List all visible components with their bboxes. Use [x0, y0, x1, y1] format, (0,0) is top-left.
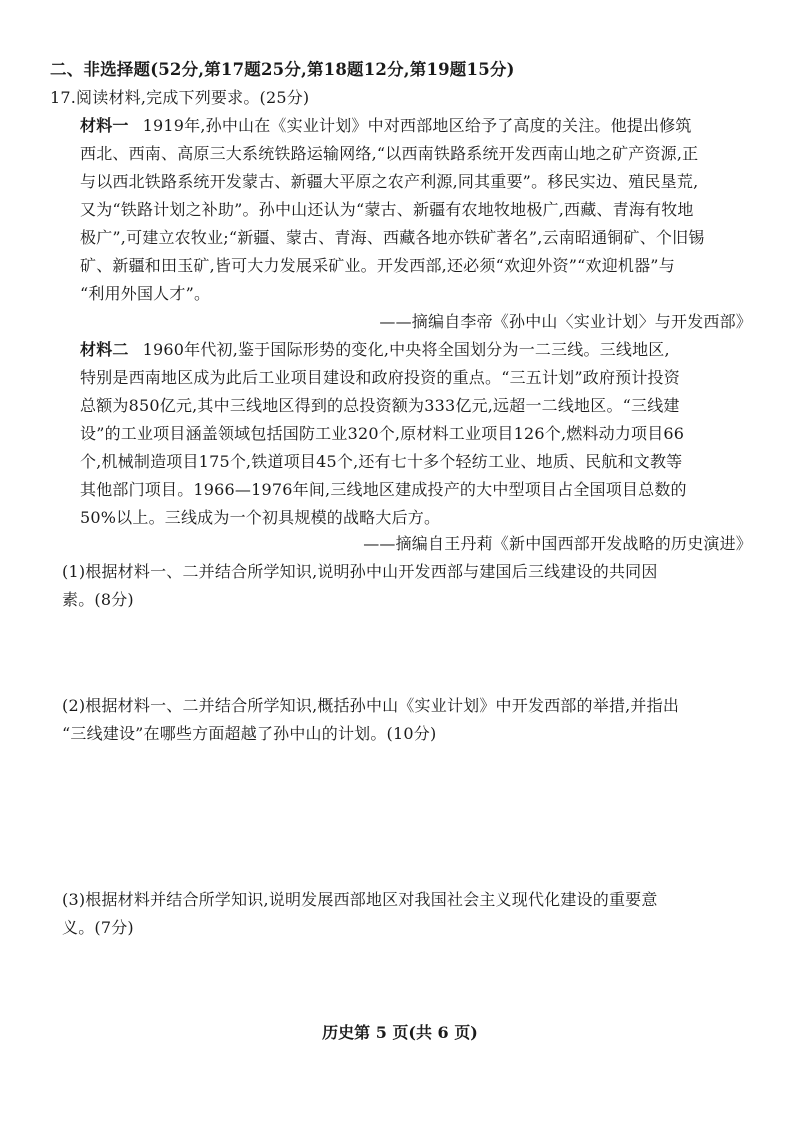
material1-line-2: 西北、西南、高原三大系统铁路运输网络,“以西南铁路系统开发西南山地之矿产资源,正 [80, 144, 699, 163]
subquestion-3-line-1: (3)根据材料并结合所学知识,说明发展西部地区对我国社会主义现代化建设的重要意 [62, 890, 658, 909]
subquestion-2-line-2: “三线建设”在哪些方面超越了孙中山的计划。(10分) [62, 724, 437, 743]
material2-text-1: 1960年代初,鉴于国际形势的变化,中央将全国划分为一二三线。三线地区, [142, 340, 670, 359]
material2-source: ——摘编自王丹莉《新中国西部开发战略的历史演进》 [363, 534, 752, 553]
material2-line-1 [80, 338, 670, 362]
material2-line-7: 50%以上。三线成为一个初具规模的战略大后方。 [80, 508, 441, 527]
section-header: 二、非选择题(52分,第17题25分,第18题12分,第19题15分) [50, 60, 515, 79]
material1-line-3: 与以西北铁路系统开发蒙古、新疆大平原之农产利源,同其重要”。移民实边、殖民垦荒, [80, 172, 699, 191]
subquestion-2-line-1: (2)根据材料一、二并结合所学知识,概括孙中山《实业计划》中开发西部的举措,并指出 [62, 696, 680, 715]
material2-line-5: 个,机械制造项目175个,铁道项目45个,还有七十多个轻纺工业、地质、民航和文教等 [80, 452, 683, 471]
page-footer: 历史第 5 页(共 6 页) [322, 1023, 478, 1042]
material1-line-6: 矿、新疆和田玉矿,皆可大力发展采矿业。开发西部,还必须“欢迎外资”“欢迎机器”与 [80, 256, 675, 275]
material1-line-4: 又为“铁路计划之补助”。孙中山还认为“蒙古、新疆有农地牧地极广,西藏、青海有牧地 [80, 200, 694, 219]
material1-label: 材料一 [80, 116, 129, 135]
subquestion-1-line-2: 素。(8分) [62, 590, 134, 609]
subquestion-1-line-1: (1)根据材料一、二并结合所学知识,说明孙中山开发西部与建国后三线建设的共同因 [62, 562, 658, 581]
material1-line-5: 极广”,可建立农牧业;“新疆、蒙古、青海、西藏各地亦铁矿著名”,云南昭通铜矿、个旧锡 [80, 228, 705, 247]
material2-line-2: 特别是西南地区成为此后工业项目建设和政府投资的重点。“三五计划”政府预计投资 [80, 368, 680, 387]
material1-line-7: “利用外国人才”。 [80, 284, 211, 303]
material1-text-1: 1919年,孙中山在《实业计划》中对西部地区给予了高度的关注。他提出修筑 [142, 116, 692, 135]
subquestion-3-line-2: 义。(7分) [62, 918, 134, 937]
material2-label: 材料二 [80, 340, 129, 359]
material1-source: ——摘编自李帝《孙中山〈实业计划〉与开发西部》 [379, 312, 752, 331]
material2-line-6: 其他部门项目。1966—1976年间,三线地区建成投产的大中型项目占全国项目总数的 [80, 480, 687, 499]
material2-line-4: 设”的工业项目涵盖领域包括国防工业320个,原材料工业项目126个,燃料动力项目66 [80, 424, 685, 443]
material2-line-3: 总额为850亿元,其中三线地区得到的总投资额为333亿元,远超一二线地区。“三线建 [80, 396, 680, 415]
material1-line-1 [80, 114, 692, 138]
question-17-title: 17.阅读材料,完成下列要求。(25分) [50, 88, 310, 107]
